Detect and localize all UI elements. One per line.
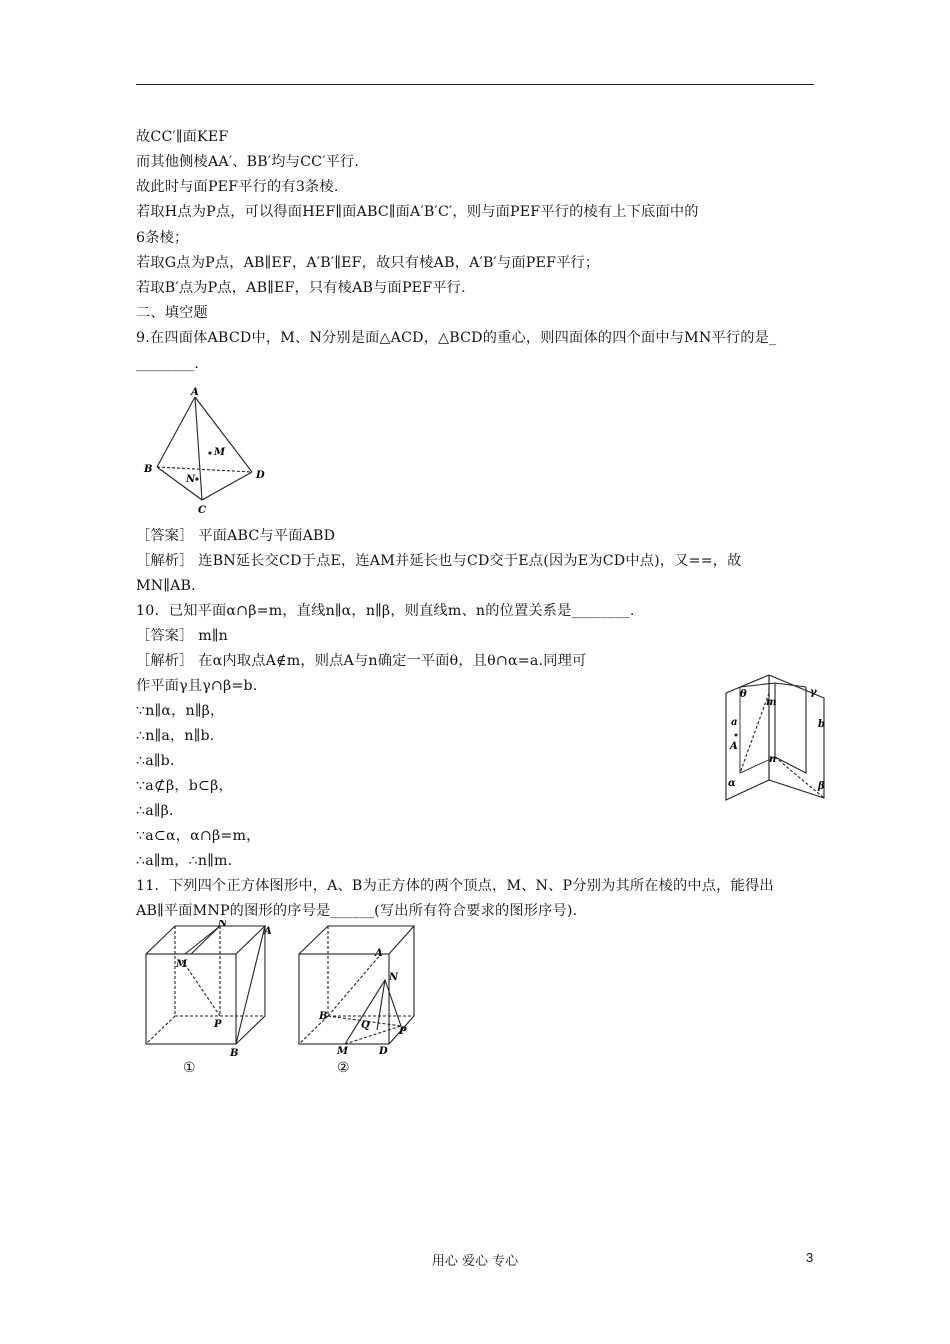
label-n: n <box>769 754 777 765</box>
page-number: 3 <box>806 1250 814 1265</box>
text-line: 故CC′∥面KEF <box>136 129 229 145</box>
label-N: N <box>218 920 228 929</box>
label-B: B <box>319 1011 328 1022</box>
text-line: MN∥AB. <box>136 578 196 594</box>
text-line: ∴a∥b. <box>136 753 175 769</box>
planes-figure <box>720 655 835 805</box>
label-A: A <box>375 948 383 959</box>
label-gamma: γ <box>810 687 817 698</box>
label-beta: β <box>818 781 825 792</box>
text-line: ∴a∥m，∴n∥m. <box>136 853 233 869</box>
label-C: C <box>198 505 206 515</box>
label-A: A <box>730 741 738 752</box>
label-b: b <box>818 719 825 730</box>
cube-figure-2 <box>293 920 423 1058</box>
label-N: N <box>389 972 399 983</box>
label-theta: θ <box>740 689 747 700</box>
answer-10: ［答案］ m∥n <box>136 628 229 644</box>
label-D: D <box>256 470 265 481</box>
page-footer: 用心 爱心 专心 <box>431 1254 519 1269</box>
text-line: 若取B′点为P点，AB∥EF，只有棱AB与面PEF平行. <box>136 280 466 296</box>
text-line: ∴a∥β. <box>136 803 174 819</box>
label-Q: Q <box>361 1020 370 1031</box>
section-heading: 二、填空题 <box>136 305 208 321</box>
text-line: 故此时与面PEF平行的有3条棱. <box>136 179 339 195</box>
analysis-10: ［解析］ 在α内取点A∉m，则点A与n确定一平面θ，且θ∩α=a.同理可 <box>136 653 587 669</box>
text-line: ∵n∥α，n∥β， <box>136 703 225 719</box>
label-m: m <box>766 697 777 708</box>
text-line: 6条棱； <box>136 230 189 246</box>
text-line: ∵a⊂α，α∩β=m， <box>136 828 261 844</box>
figure-caption-2: ② <box>337 1060 350 1076</box>
label-A: A <box>191 387 199 398</box>
text-line: ________. <box>136 356 200 372</box>
label-D: D <box>379 1046 388 1057</box>
answer-9: ［答案］ 平面ABC与平面ABD <box>136 528 336 544</box>
text-line: 若取H点为P点，可以得面HEF∥面ABC∥面A′B′C′，则与面PEF平行的棱有上下底面中的 <box>136 204 699 220</box>
label-P: P <box>214 1019 222 1030</box>
question-11: 11．下列四个正方体图形中，A、B为正方体的两个顶点，M、N、P分别为其所在棱的中点，能得出 <box>136 878 774 894</box>
text-line: ∵a⊄β，b⊂β， <box>136 778 233 794</box>
tetrahedron-figure <box>140 385 270 515</box>
label-A: A <box>264 926 272 937</box>
label-P: P <box>399 1026 407 1037</box>
label-M: M <box>176 959 188 970</box>
text-line: ∴n∥a，n∥b. <box>136 728 215 744</box>
text-line: AB∥平面MNP的图形的序号是______(写出所有符合要求的图形序号). <box>136 903 578 919</box>
cube-figure-1 <box>140 920 275 1058</box>
label-M: M <box>214 447 226 458</box>
analysis-9: ［解析］ 连BN延长交CD于点E，连AM并延长也与CD交于E点(因为E为CD中点)，又==，故 <box>136 553 742 569</box>
text-line: 作平面γ且γ∩β=b. <box>136 678 258 694</box>
header-rule <box>136 84 814 85</box>
figure-caption-1: ① <box>183 1060 196 1076</box>
question-10: 10．已知平面α∩β=m，直线n∥α，n∥β，则直线m、n的位置关系是________. <box>136 603 635 619</box>
text-line: 若取G点为P点，AB∥EF，A′B′∥EF，故只有棱AB，A′B′与面PEF平行； <box>136 255 600 271</box>
label-B: B <box>230 1048 239 1058</box>
question-9: 9.在四面体ABCD中，M、N分别是面△ACD，△BCD的重心，则四面体的四个面中与MN平行的是_ <box>136 330 777 346</box>
label-B: B <box>144 464 153 475</box>
label-N: N <box>186 474 196 485</box>
label-alpha: α <box>728 778 736 789</box>
label-a: a <box>731 717 738 728</box>
label-M: M <box>337 1046 349 1057</box>
text-line: 而其他侧棱AA′、BB′均与CC′平行. <box>136 154 360 170</box>
